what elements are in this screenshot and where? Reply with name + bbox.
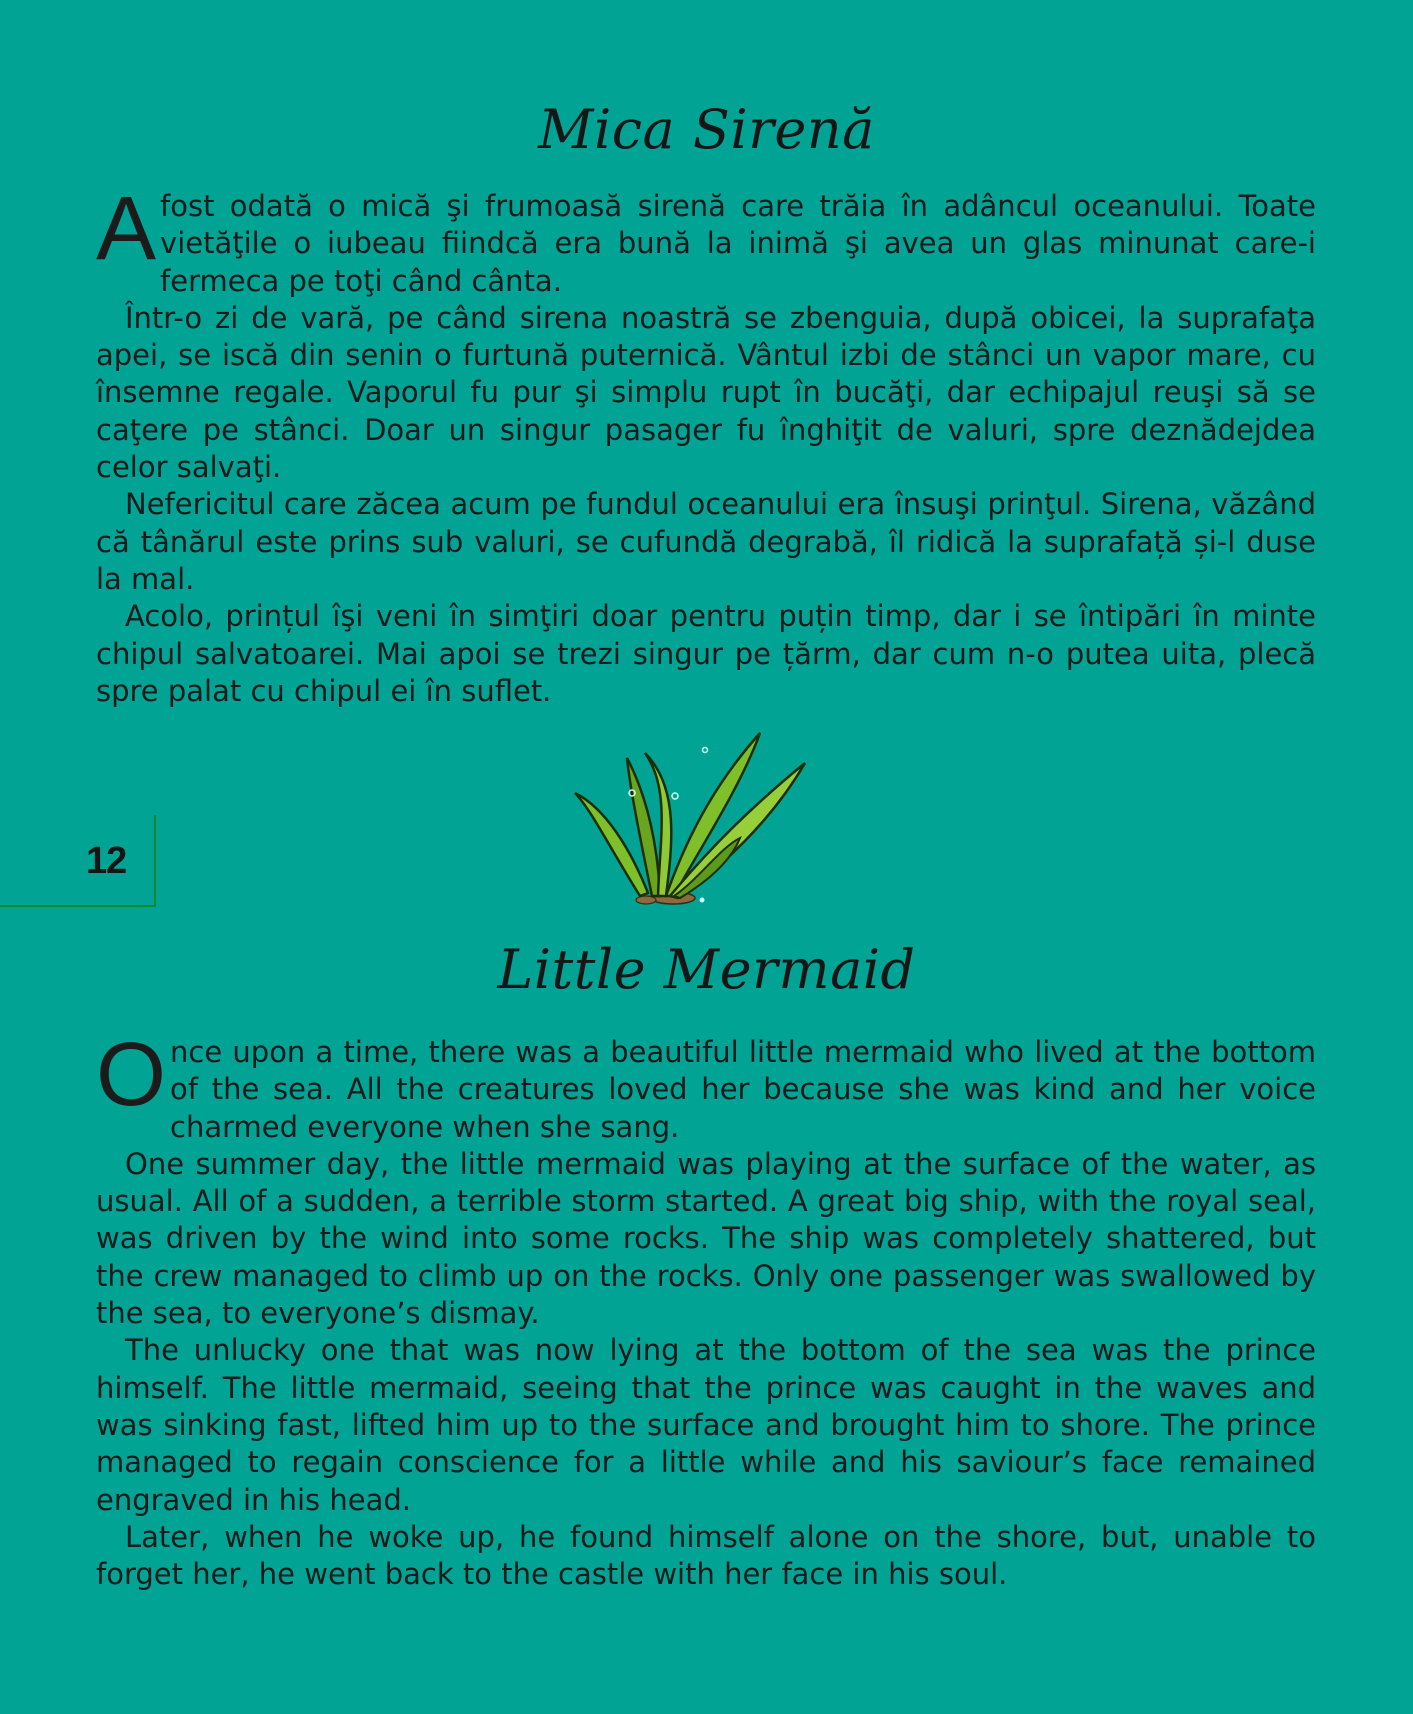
english-paragraph-2: One summer day, the little mermaid was playing at the surface of the water, as usual. All of a sudden, a terrible storm started. A great big ship, with the royal seal, was driven by the wind into some rocks. The ship was completely shattered, but the crew managed to climb up on the rocks. Only one passenger was swallowed by the sea, to everyone’s dismay. xyxy=(96,1146,1316,1331)
page-number-frame xyxy=(0,815,156,907)
romanian-paragraph-4: Acolo, prințul îşi veni în simţiri doar pentru puțin timp, dar i se întipări în minte chipul salvatoarei. Mai apoi se trezi singur pe țărm, dar cum n-o putea uita, plecă spre palat cu chipul ei în suflet. xyxy=(96,599,1316,708)
english-dropcap: O xyxy=(96,1025,167,1125)
romanian-paragraph-1-text: fost odată o mică şi frumoasă sirenă care trăia în adâncul oceanului. Toate vietăţile o iubeau fiindcă era bună la inimă şi avea un glas minunat care-i fermeca pe toţi când cânta. xyxy=(160,189,1316,298)
english-story-text xyxy=(96,1025,1316,1593)
english-paragraph-3: The unlucky one that was now lying at the bottom of the sea was the prince himself. The little mermaid, seeing that the prince was caught in the waves and was sinking fast, lifted him up to the surface and brought him to shore. The prince managed to regain conscience for a little while and his saviour’s face remained engraved in his head. xyxy=(96,1333,1316,1517)
english-title: Little Mermaid xyxy=(497,938,916,1001)
romanian-title: Mica Sirenă xyxy=(538,98,875,161)
romanian-story-text xyxy=(96,179,1316,710)
romanian-paragraph-1 xyxy=(96,179,1316,300)
english-paragraph-1-text: nce upon a time, there was a beautiful little mermaid who lived at the bottom of the sea. All the creatures loved her because she was kind and her voice charmed everyone when she sang. xyxy=(170,1035,1316,1144)
romanian-paragraph-2: Într-o zi de vară, pe când sirena noastră se zbenguia, după obicei, la suprafaţa apei, se iscă din senin o furtună puternică. Vântul izbi de stânci un vapor mare, cu însemne regale. Vaporul fu pur şi simplu rupt în bucăţi, dar echipajul reuşi să se caţere pe stânci. Doar un singur pasager fu înghiţit de valuri, spre deznădejdea celor salvaţi. xyxy=(96,300,1316,485)
page-number: 12 xyxy=(86,840,127,882)
english-paragraph-4: Later, when he woke up, he found himself alone on the shore, but, unable to forget her, he went back to the castle with her face in his soul. xyxy=(96,1519,1316,1592)
romanian-paragraph-3: Nefericitul care zăcea acum pe fundul oceanului era însuşi prinţul. Sirena, văzând că tânărul este prins sub valuri, se cufundă degrabă, îl ridică la suprafață și-l duse la mal. xyxy=(96,487,1316,596)
romanian-dropcap: A xyxy=(96,179,157,279)
seaweed-icon xyxy=(570,728,820,913)
english-paragraph-1 xyxy=(96,1025,1316,1146)
